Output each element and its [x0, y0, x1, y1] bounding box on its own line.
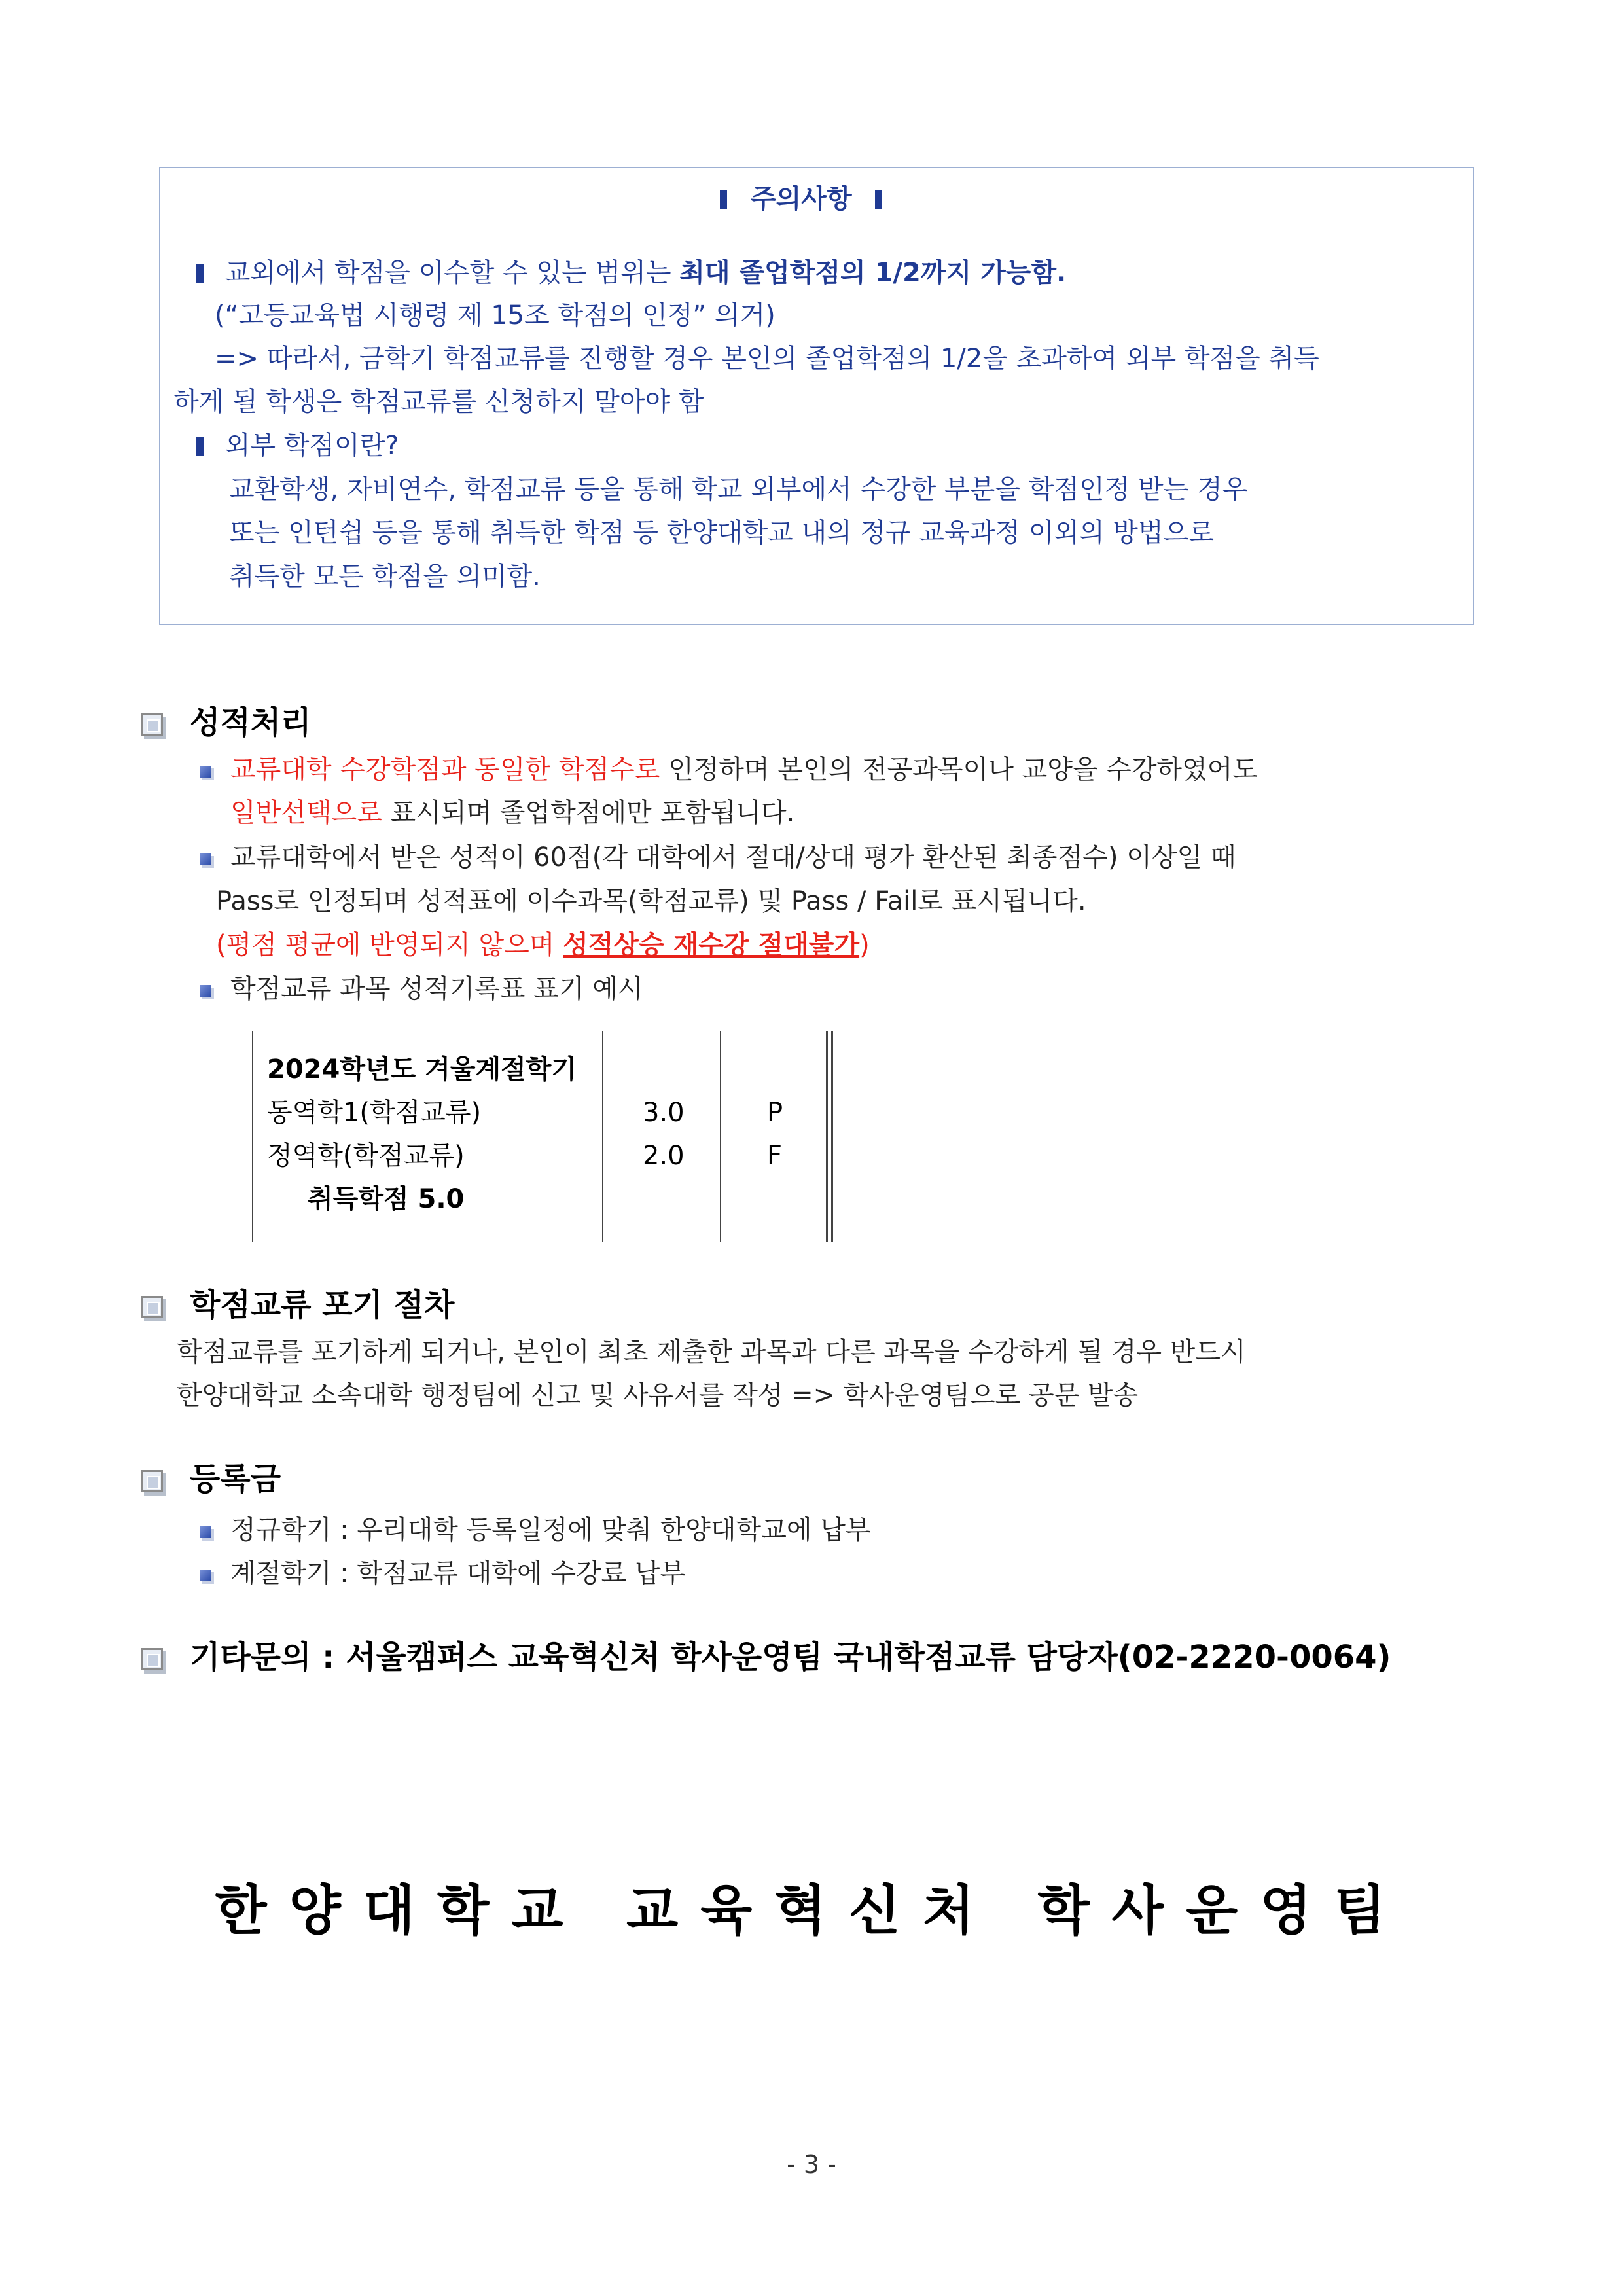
- section-title-withdraw: 학점교류 포기 절차: [190, 1287, 455, 1323]
- notice-line-6: 교환학생, 자비연수, 학점교류 등을 통해 학교 외부에서 수강한 부분을 학점인정 받는 경우: [229, 475, 1248, 505]
- table-term: 2024학년도 겨울계절학기: [267, 1054, 577, 1085]
- table-divider: [602, 1031, 603, 1242]
- bullet-square-icon: [200, 766, 211, 778]
- table-row-credit: 2.0: [643, 1141, 685, 1171]
- notice-line-8: 취득한 모든 학점을 의미함.: [229, 562, 541, 592]
- bar-marker-icon: [196, 437, 204, 456]
- page-number: - 3 -: [787, 2150, 836, 2179]
- grades-bullet-3: 학점교류 과목 성적기록표 표기 예시: [230, 974, 643, 1004]
- bullet-square-icon: [200, 1570, 211, 1581]
- grades-bullet-1: 교류대학 수강학점과 동일한 학점수로 인정하며 본인의 전공과목이나 교양을 수강하였어도: [230, 755, 1258, 785]
- withdraw-line-2: 한양대학교 소속대학 행정팀에 신고 및 사유서를 작성 => 학사운영팀으로 공문 발송: [177, 1380, 1139, 1410]
- notice-line-4: 하게 될 학생은 학점교류를 신청하지 말아야 함: [173, 387, 704, 417]
- grades-bullet-2-cont: Pass로 인정되며 성적표에 이수과목(학점교류) 및 Pass / Fail로 표시됩니다.: [216, 886, 1086, 916]
- notice-line-5: 외부 학점이란?: [196, 430, 399, 461]
- grades-bullet-2: 교류대학에서 받은 성적이 60점(각 대학에서 절대/상대 평가 환산된 최종점수) 이상일 때: [230, 842, 1236, 872]
- table-border-left: [252, 1031, 253, 1242]
- table-divider: [720, 1031, 721, 1242]
- organization-name: 한양대학교 교육혁신처 학사운영팀: [215, 1880, 1408, 1942]
- table-row-course: 정역학(학점교류): [267, 1141, 465, 1171]
- grades-note: (평점 평균에 반영되지 않으며 성적상승 재수강 절대불가): [216, 930, 870, 960]
- table-row-course: 동역학1(학점교류): [267, 1098, 482, 1128]
- table-border-right: [831, 1031, 833, 1242]
- section-square-icon: [141, 713, 163, 736]
- section-square-icon: [141, 1648, 163, 1670]
- withdraw-line-1: 학점교류를 포기하게 되거나, 본인이 최초 제출한 과목과 다른 과목을 수강하게 될 경우 반드시: [177, 1337, 1246, 1367]
- section-square-icon: [141, 1296, 163, 1318]
- tuition-bullet-1: 정규학기 : 우리대학 등록일정에 맞춰 한양대학교에 납부: [230, 1515, 871, 1545]
- bar-marker-icon: [196, 264, 204, 283]
- section-title-tuition: 등록금: [190, 1461, 281, 1498]
- bar-marker-icon: [720, 190, 727, 209]
- bullet-square-icon: [200, 853, 211, 865]
- notice-title: 주의사항: [720, 183, 882, 215]
- section-square-icon: [141, 1470, 163, 1492]
- contact-info: 기타문의 : 서울캠퍼스 교육혁신처 학사운영팀 국내학점교류 담당자(02-2220-0064): [190, 1639, 1391, 1676]
- notice-line-7: 또는 인턴쉽 등을 통해 취득한 학점 등 한양대학교 내의 정규 교육과정 이외의 방법으로: [229, 518, 1214, 548]
- bullet-square-icon: [200, 1526, 211, 1538]
- table-total: 취득학점 5.0: [308, 1184, 465, 1214]
- tuition-bullet-2: 계절학기 : 학점교류 대학에 수강료 납부: [230, 1558, 686, 1588]
- section-title-grades: 성적처리: [190, 704, 312, 741]
- notice-line-1: 교외에서 학점을 이수할 수 있는 범위는 최대 졸업학점의 1/2까지 가능함.: [196, 257, 1066, 289]
- bullet-square-icon: [200, 985, 211, 997]
- notice-line-2: (“고등교육법 시행령 제 15조 학점의 인정” 의거): [215, 300, 776, 331]
- grades-bullet-1-cont: 일반선택으로 표시되며 졸업학점에만 포함됩니다.: [230, 798, 795, 828]
- notice-line-3: => 따라서, 금학기 학점교류를 진행할 경우 본인의 졸업학점의 1/2을 초과하여 외부 학점을 취득: [215, 344, 1319, 374]
- table-border-right: [826, 1031, 828, 1242]
- table-row-grade: P: [767, 1098, 783, 1128]
- table-row-credit: 3.0: [643, 1098, 685, 1128]
- bar-marker-icon: [875, 190, 882, 209]
- table-row-grade: F: [767, 1141, 783, 1171]
